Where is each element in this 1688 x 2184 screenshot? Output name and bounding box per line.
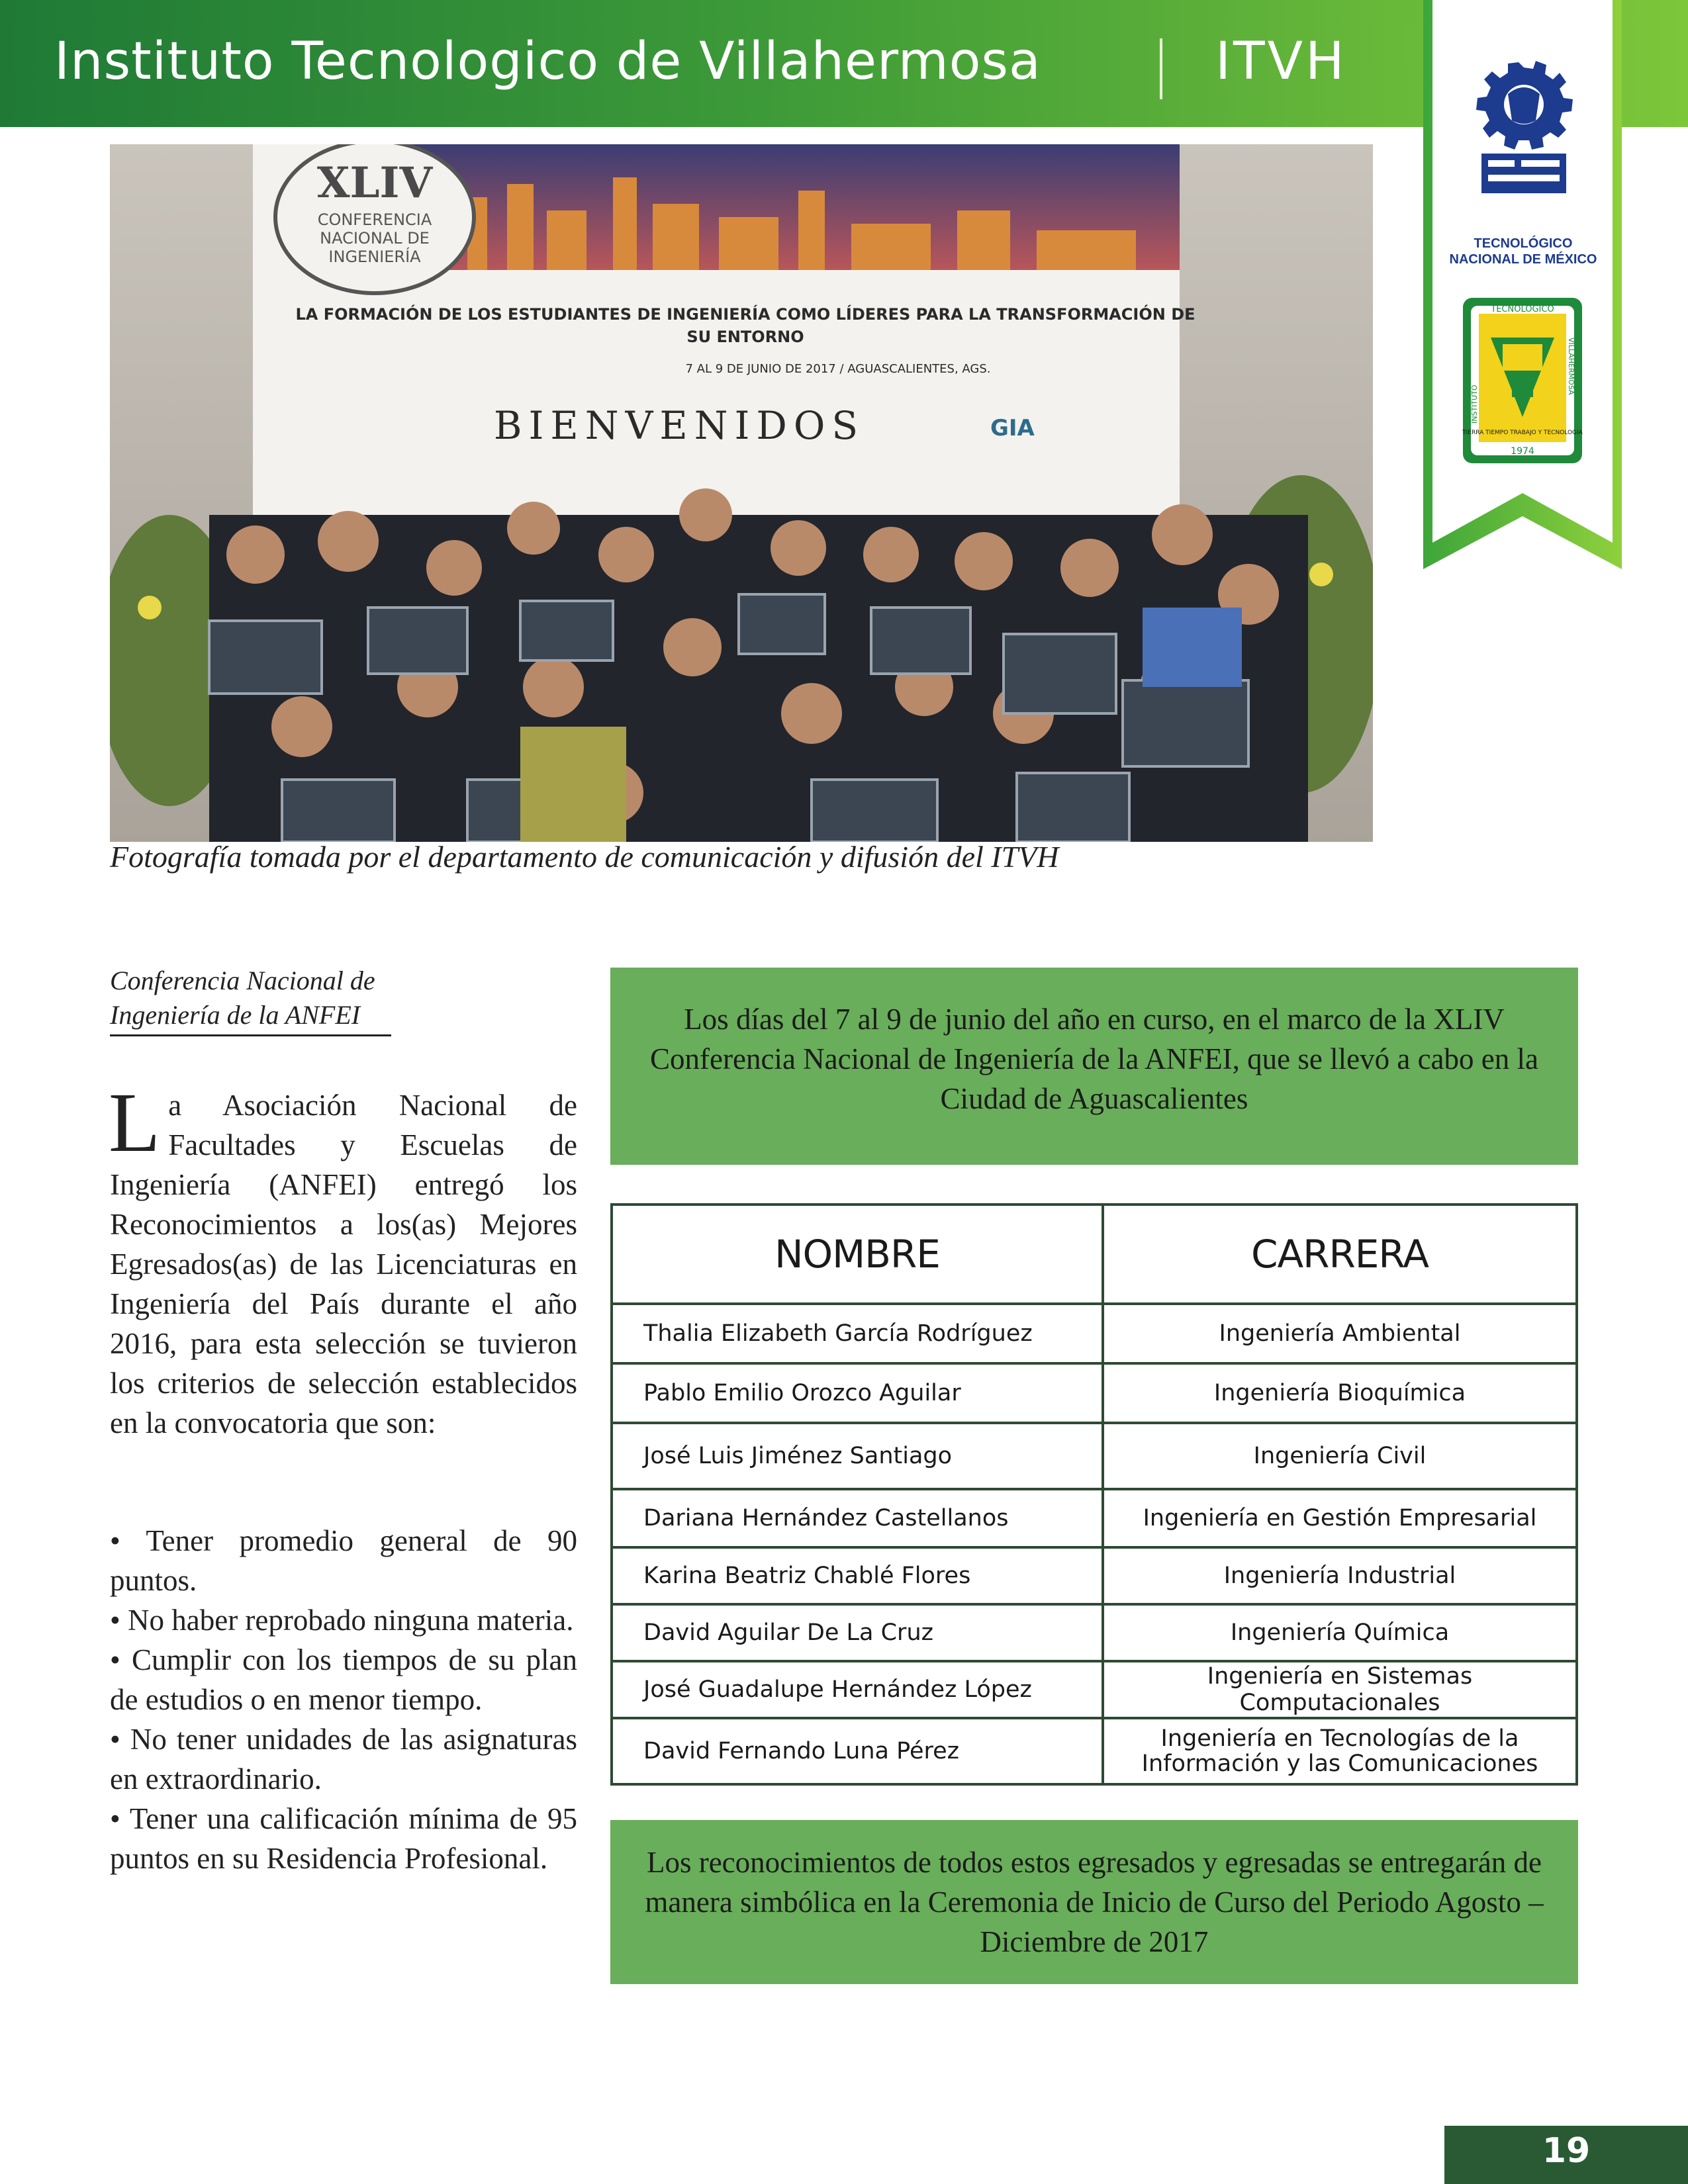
header-nombre: NOMBRE [612,1205,1103,1304]
graduate-name: José Luis Jiménez Santiago [612,1423,1103,1489]
criteria-item: • Tener una calificación mínima de 95 puntos en su Residencia Profesional. [110,1802,577,1875]
table-header-row [612,1205,1577,1304]
graduate-name: David Fernando Luna Pérez [612,1718,1103,1784]
banner-theme: LA FORMACIÓN DE LOS ESTUDIANTES DE INGENIERÍA COMO LÍDERES PARA LA TRANSFORMACIÓN DE SU ENTORNO [295,305,1196,346]
header-title: Instituto Tecnologico de Villahermosa [54,32,1041,91]
article-body [109,1075,577,1443]
graduate-name: José Guadalupe Hernández López [612,1661,1103,1718]
graduate-career: Ingeniería en Sistemas Computacionales [1103,1661,1577,1718]
table-row [612,1547,1577,1604]
itvh-logo-motto: TIERRA TIEMPO TRABAJO Y TECNOLOGIA [1462,430,1583,436]
graduate-career: Ingeniería Ambiental [1103,1304,1577,1363]
banner-welcome: BIENVENIDOS [493,403,865,448]
table-row [612,1718,1577,1784]
graduate-name: Pablo Emilio Orozco Aguilar [612,1363,1103,1423]
tecnm-logo-text: TECNOLÓGICO NACIONAL DE MÉXICO [1449,236,1597,267]
header-abbreviation: ITVH [1215,32,1347,91]
criteria-item: • No haber reprobado ninguna materia. [110,1604,574,1637]
selection-criteria-list [110,1521,577,1878]
table-row [612,1604,1577,1661]
graduate-career: Ingeniería en Tecnologías de la Información y las Comunicaciones [1103,1718,1577,1784]
table-row [612,1661,1577,1718]
article-body-text: a Asociación Nacional de Facultades y Escuelas de Ingeniería (ANFEI) entregó los Reconocimientos a los(as) Mejores Egresados(as) de las Licenciaturas en Ingeniería del País durante el año 2016, para esta selección se tuvieron los criterios de selección establecidos en la convocatoria que son: [110,1089,577,1439]
tecnm-gear-logo-icon [1475,61,1573,193]
header-divider [1160,38,1162,99]
table-row [612,1489,1577,1547]
graduate-name: Dariana Hernández Castellanos [612,1489,1103,1547]
graduate-career: Ingeniería Química [1103,1604,1577,1661]
itvh-logo-year: 1974 [1511,446,1534,457]
intro-callout-box: Los días del 7 al 9 de junio del año en curso, en el marco de la XLIV Conferencia Nacional de Ingeniería de la ANFEI, que se llevó a cabo en la Ciudad de Aguascalientes [610,968,1578,1165]
banner-numeral: XLIV [316,158,433,208]
criteria-item: • Cumplir con los tiempos de su plan de estudios o en menor tiempo. [110,1643,577,1716]
graduate-career: Ingeniería en Gestión Empresarial [1103,1489,1577,1547]
criteria-item: • No tener unidades de las asignaturas en extraordinario. [110,1723,577,1796]
table-row [612,1304,1577,1363]
itvh-shield-logo-icon [1456,291,1589,470]
graduate-name: Thalia Elizabeth García Rodríguez [612,1304,1103,1363]
criteria-item: • Tener promedio general de 90 puntos. [110,1524,577,1597]
table-row [612,1423,1577,1489]
photo-caption: Fotografía tomada por el departamento de comunicación y difusión del ITVH [110,840,1059,874]
graduate-career: Ingeniería Industrial [1103,1547,1577,1604]
graduate-career: Ingeniería Bioquímica [1103,1363,1577,1423]
heading-underline [110,1034,391,1036]
itvh-logo-right-text: VILLAHERMOSA [1567,338,1575,395]
graduate-career: Ingeniería Civil [1103,1423,1577,1489]
event-photo [110,144,1373,842]
banner-conference: CONFERENCIA NACIONAL DE INGENIERÍA [317,210,432,266]
header-carrera: CARRERA [1103,1205,1577,1304]
section-heading: Conferencia Nacional de Ingeniería de la ANFEI [110,966,375,1030]
banner-sponsor: GIA [990,415,1035,441]
graduates-table [610,1203,1578,1786]
page-number-box [1444,2126,1688,2184]
itvh-logo-top-text: TECNOLOGICO [1491,304,1554,314]
closing-callout-box: Los reconocimientos de todos estos egresados y egresadas se entregarán de manera simbólica en la Ceremonia de Inicio de Curso del Periodo Agosto – Diciembre de 2017 [610,1820,1578,1984]
banner-dates: 7 AL 9 DE JUNIO DE 2017 / AGUASCALIENTES, AGS. [685,362,991,376]
table-row [612,1363,1577,1423]
drop-cap: L [109,1075,161,1169]
graduate-name: David Aguilar De La Cruz [612,1604,1103,1661]
graduate-name: Karina Beatriz Chablé Flores [612,1547,1103,1604]
itvh-logo-left-text: INSTITUTO [1470,385,1479,424]
page-number: 19 [1542,2131,1591,2171]
